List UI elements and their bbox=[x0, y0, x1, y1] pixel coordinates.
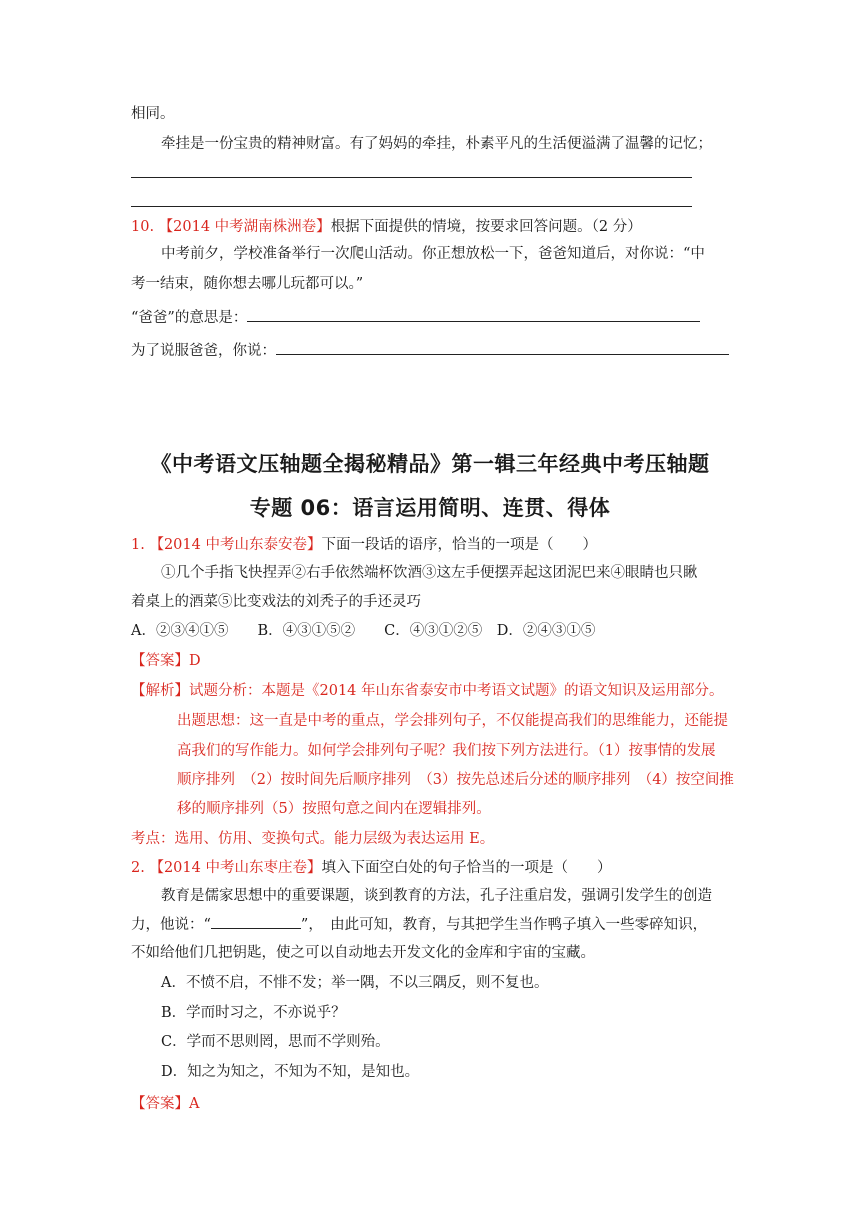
analysis-line bbox=[131, 681, 724, 701]
answer-rule bbox=[131, 206, 692, 207]
question-text-with-blank bbox=[131, 914, 707, 935]
ask-label: 为了说服爸爸，你说： bbox=[131, 343, 276, 359]
analysis-text: 顺序排列 （2）按时间先后顺序排列 （3）按先总述后分述的顺序排列 （4）按空间推 bbox=[177, 772, 734, 788]
question-prompt: 填入下面空白处的句子恰当的一项是（ ） bbox=[321, 860, 612, 876]
question-10-ask-1 bbox=[131, 307, 700, 328]
question-10-ask-2 bbox=[131, 340, 729, 361]
continued-text: 相同。 bbox=[131, 106, 175, 122]
answer-value: A bbox=[189, 1096, 200, 1112]
context-line: 中考前夕，学校准备举行一次爬山活动。你正想放松一下，爸爸知道后，对你说：“中 bbox=[161, 246, 705, 262]
option-b: B．学而时习之，不亦说乎？ bbox=[161, 1005, 346, 1021]
topic-title: 专题 06：语言运用简明、连贯、得体 bbox=[249, 496, 611, 520]
text-part: ”， 由此可知，教育，与其把学生当作鸭子填入一些零碎知识， bbox=[300, 917, 708, 933]
collection-title: 《中考语文压轴题全揭秘精品》第一辑三年经典中考压轴题 bbox=[150, 452, 710, 476]
answer-value: D bbox=[189, 653, 201, 669]
answer-line bbox=[131, 1094, 199, 1114]
context-line: 考一结束，随你想去哪儿玩都可以。” bbox=[131, 276, 364, 292]
answer-options: A．②③④①⑤ B．④③①⑤② C．④③①②⑤ D．②④③①⑤ bbox=[131, 623, 596, 639]
question-text: ①几个手指飞快捏弄②右手依然端杯饮酒③这左手便摆弄起这团泥巴来④眼睛也只瞅 bbox=[161, 565, 698, 581]
paragraph-line: 牵挂是一份宝贵的精神财富。有了妈妈的牵挂，朴素平凡的生活便溢满了温馨的记忆； bbox=[161, 136, 712, 152]
analysis-label: 【解析】 bbox=[131, 683, 189, 699]
ask-label: “爸爸”的意思是： bbox=[131, 310, 248, 326]
fill-blank bbox=[211, 914, 301, 929]
analysis-text: 高我们的写作能力。如何学会排列句子呢？我们按下列方法进行。（1）按事情的发展 bbox=[177, 743, 716, 759]
question-2-header bbox=[131, 858, 611, 878]
question-text: 不如给他们几把钥匙，使之可以自动地去开发文化的金库和宇宙的宝藏。 bbox=[131, 945, 595, 961]
answer-blank bbox=[247, 307, 700, 322]
analysis-text: 试题分析：本题是《2014 年山东省泰安市中考语文试题》的语文知识及运用部分。 bbox=[189, 683, 724, 699]
question-text: 教育是儒家思想中的重要课题，谈到教育的方法，孔子注重启发，强调引发学生的创造 bbox=[161, 888, 712, 904]
question-text: 着桌上的酒菜⑤比变戏法的刘秃子的手还灵巧 bbox=[131, 594, 421, 610]
question-number: 10. bbox=[131, 219, 155, 235]
question-number: 1. bbox=[131, 537, 145, 553]
question-10-header bbox=[131, 217, 642, 237]
question-source: 【2014 中考湖南株洲卷】 bbox=[158, 219, 331, 235]
analysis-text: 出题思想：这一直是中考的重点，学会排列句子，不仅能提高我们的思维能力，还能提 bbox=[177, 713, 728, 729]
question-1-header bbox=[131, 535, 597, 555]
question-prompt: 下面一段话的语序，恰当的一项是（ ） bbox=[321, 537, 597, 553]
analysis-text: 移的顺序排列（5）按照句意之间内在逻辑排列。 bbox=[177, 801, 491, 817]
answer-rule bbox=[131, 177, 692, 178]
question-prompt: 根据下面提供的情境，按要求回答问题。（2 分） bbox=[330, 219, 642, 235]
answer-line bbox=[131, 651, 201, 671]
option-d: D．知之为知之，不知为不知，是知也。 bbox=[161, 1064, 420, 1080]
text-part: 力，他说：“ bbox=[131, 917, 211, 933]
option-c: C．学而不思则罔，思而不学则殆。 bbox=[161, 1034, 390, 1050]
answer-label: 【答案】 bbox=[131, 1096, 189, 1112]
answer-label: 【答案】 bbox=[131, 653, 189, 669]
question-source: 【2014 中考山东枣庄卷】 bbox=[149, 860, 322, 876]
answer-blank bbox=[276, 340, 729, 355]
kaodian-line: 考点：选用、仿用、变换句式。能力层级为表达运用 E。 bbox=[131, 831, 495, 847]
question-number: 2. bbox=[131, 860, 145, 876]
option-a: A．不愤不启，不悱不发；举一隅，不以三隅反，则不复也。 bbox=[161, 975, 549, 991]
question-source: 【2014 中考山东泰安卷】 bbox=[149, 537, 322, 553]
